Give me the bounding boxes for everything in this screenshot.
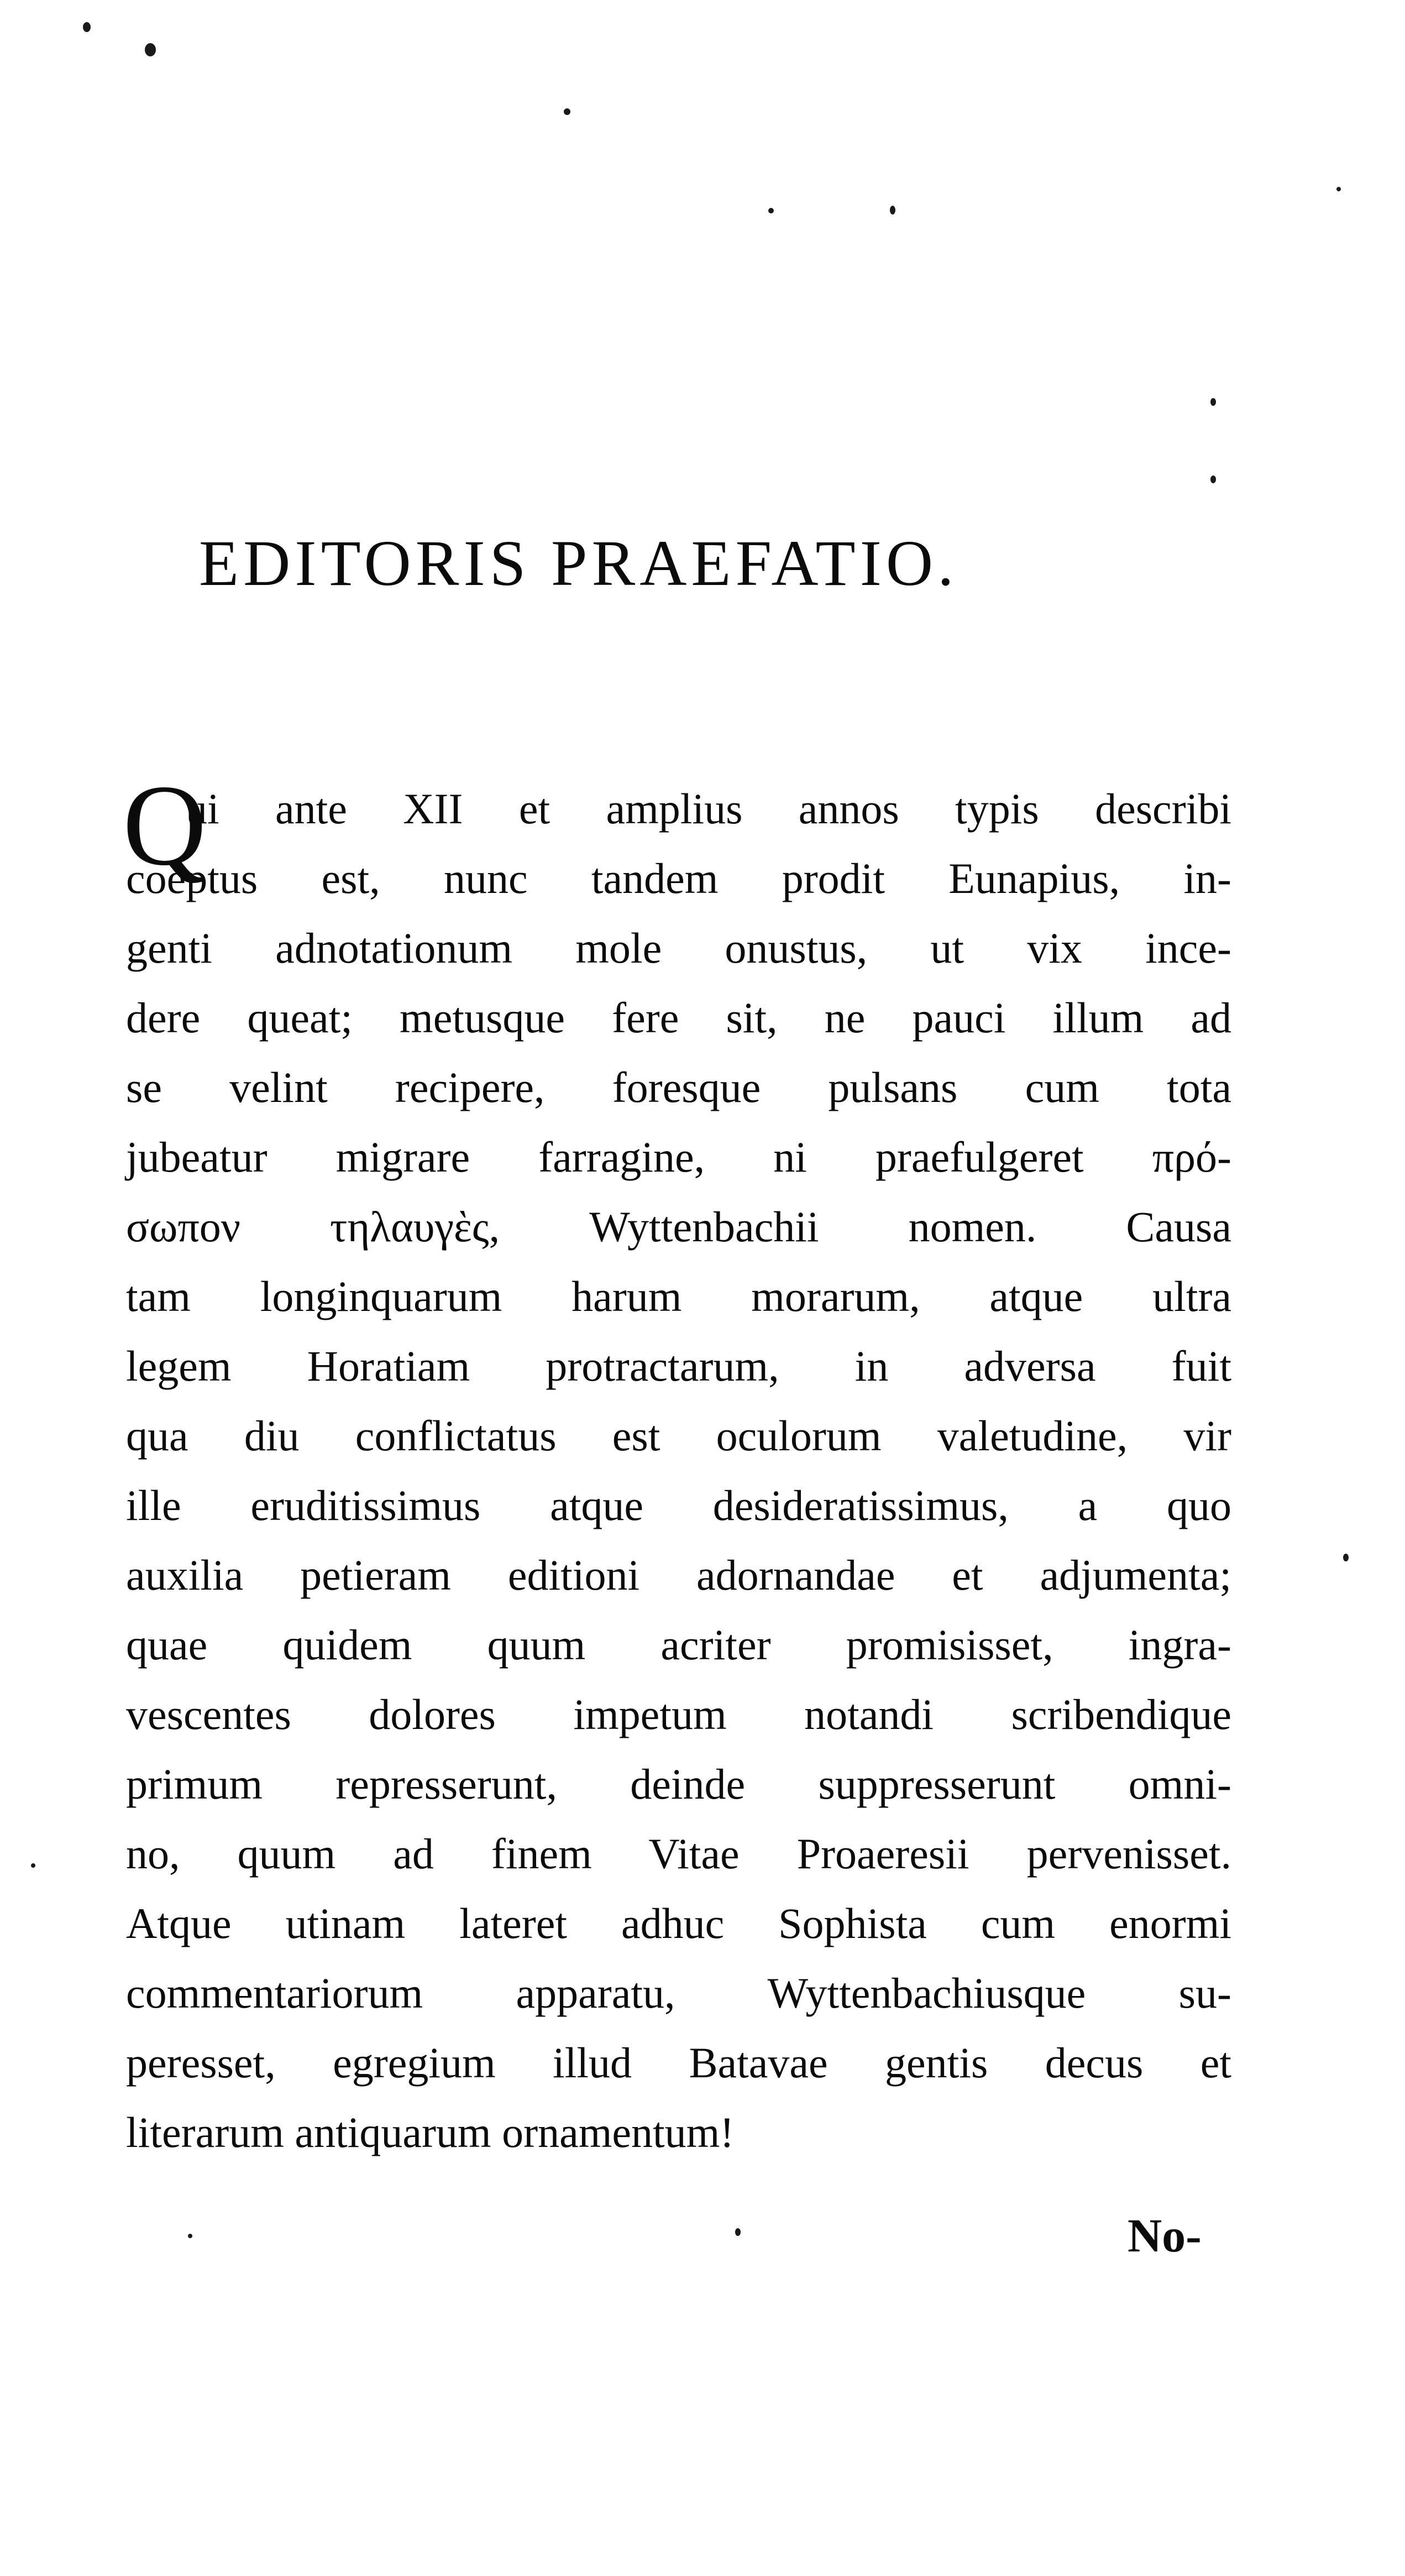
scan-speck <box>1210 476 1216 483</box>
scan-speck <box>768 208 774 213</box>
text-line: genti adnotationum mole onustus, ut vix ince- <box>126 924 1231 972</box>
text-line: qua diu conflictatus est oculorum valetudine, vir <box>126 1412 1231 1460</box>
text-line: auxilia petieram editioni adornandae et adjumenta; <box>126 1551 1231 1599</box>
text-line: ille eruditissimus atque desideratissimus, a quo <box>126 1481 1231 1529</box>
text-line: dere queat; metusque fere sit, ne pauci illum ad <box>126 994 1231 1042</box>
scan-speck <box>188 2234 192 2238</box>
scan-speck <box>1336 187 1341 191</box>
scan-speck <box>1343 1554 1349 1561</box>
drop-cap-initial: Q <box>123 761 207 890</box>
text-line: jubeatur migrare farragine, ni praefulgeret πρό- <box>126 1133 1231 1181</box>
text-line: literarum antiquarum ornamentum! <box>126 2108 735 2156</box>
scan-speck <box>1210 398 1216 406</box>
text-line: legem Horatiam protractarum, in adversa fuit <box>126 1342 1231 1390</box>
text-line: coeptus est, nunc tandem prodit Eunapius, in- <box>126 854 1231 902</box>
text-line: ui ante XII et amplius annos typis describi <box>186 785 1231 833</box>
catchword: No- <box>1128 2209 1202 2262</box>
scan-speck <box>83 22 91 32</box>
text-line: commentariorum apparatu, Wyttenbachiusque su- <box>126 1969 1231 2017</box>
scan-speck <box>564 108 570 115</box>
text-line: se velint recipere, foresque pulsans cum tota <box>126 1063 1231 1111</box>
text-line: primum represserunt, deinde suppresserunt omni- <box>126 1760 1231 1808</box>
preface-paragraph <box>126 774 1231 2167</box>
text-line: peresset, egregium illud Batavae gentis decus et <box>126 2039 1231 2087</box>
text-line: tam longinquarum harum morarum, atque ultra <box>126 1272 1231 1320</box>
scan-speck <box>145 43 156 56</box>
text-line: vescentes dolores impetum notandi scribendique <box>126 1690 1231 1738</box>
text-line: Atque utinam lateret adhuc Sophista cum enormi <box>126 1899 1231 1947</box>
page-title: EDITORIS PRAEFATIO. <box>199 527 958 599</box>
scan-speck <box>890 206 895 215</box>
scan-speck <box>31 1863 35 1868</box>
text-line: quae quidem quum acriter promisisset, ingra- <box>126 1621 1231 1669</box>
text-line: σωπον τηλαυγὲς, Wyttenbachii nomen. Causa <box>126 1203 1231 1251</box>
text-line: no, quum ad finem Vitae Proaeresii pervenisset. <box>126 1830 1231 1878</box>
scan-speck <box>735 2228 741 2236</box>
